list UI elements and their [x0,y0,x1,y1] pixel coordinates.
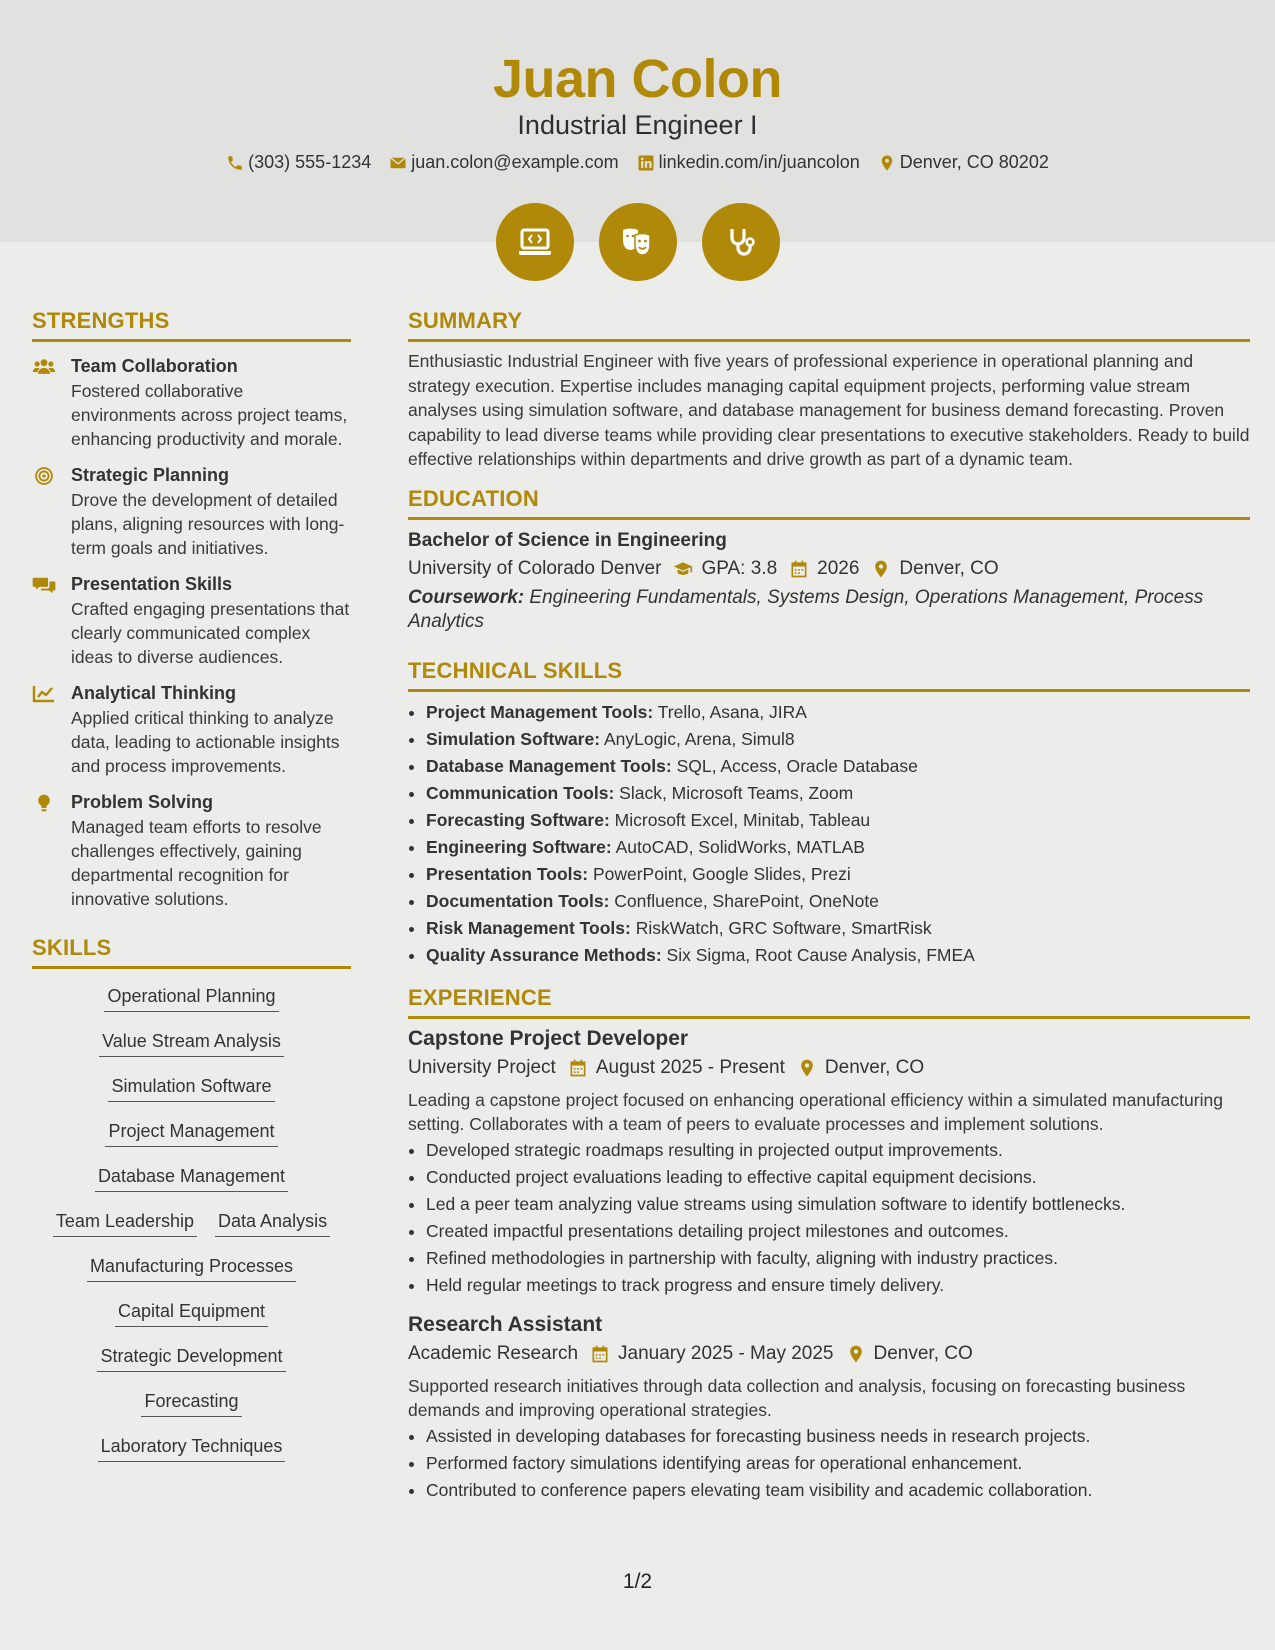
tech-label: Engineering Software: [426,836,612,857]
tech-label: Forecasting Software: [426,809,610,830]
linkedin-text: linkedin.com/in/juancolon [658,152,860,172]
skill-tag: Forecasting [141,1390,241,1417]
page-number: 1/2 [622,1570,653,1593]
tech-label: Database Management Tools: [426,755,672,776]
tech-label: Simulation Software: [426,728,601,749]
strength-item [32,683,351,778]
skill-tag: Project Management [105,1120,277,1147]
job-bullets [408,1423,1250,1504]
phone-icon [226,154,244,172]
strength-name: Problem Solving [71,792,214,812]
skill-tag: Database Management [95,1165,288,1192]
education-meta [408,558,1250,580]
location-icon [797,1058,817,1078]
skills-heading: SKILLS [32,935,351,969]
tech-label: Documentation Tools: [426,890,610,911]
list-item [426,699,1250,726]
skill-row [32,1341,351,1386]
coursework [408,586,1250,634]
location-icon [871,559,891,579]
tech-value: Microsoft Excel, Minitab, Tableau [614,809,871,830]
strength-name: Strategic Planning [71,465,230,485]
location-icon [846,1344,866,1364]
tech-value: Slack, Microsoft Teams, Zoom [619,782,854,803]
skill-tag: Laboratory Techniques [98,1435,286,1462]
tech-value: AutoCAD, SolidWorks, MATLAB [615,836,865,857]
list-item [426,780,1250,807]
list-item: • Refined methodologies in partnership with faculty, aligning with industry practices. [426,1245,1250,1272]
list-item [426,888,1250,915]
skill-tag: Team Leadership [53,1210,197,1237]
linkedin-icon [637,154,655,172]
graduation-year: 2026 [817,557,860,579]
tech-label: Quality Assurance Methods: [426,944,662,965]
strength-desc: Applied critical thinking to analyze data, leading to actionable insights and process improvements. [71,708,340,776]
skill-row [32,1206,351,1251]
skill-tag: Manufacturing Processes [87,1255,296,1282]
job-org: University Project [408,1056,556,1078]
list-item: • Developed strategic roadmaps resulting in projected output improvements. [426,1137,1250,1164]
right-column [408,308,1250,1504]
chart-line-icon [32,684,56,706]
gpa: GPA: 3.8 [701,557,778,579]
location-text: Denver, CO 80202 [899,152,1049,172]
list-item [426,915,1250,942]
skill-tag: Strategic Development [97,1345,285,1372]
job-title: Industrial Engineer I [517,110,758,140]
calendar-icon [590,1344,610,1364]
skill-row [32,1116,351,1161]
job-role: Research Assistant [408,1312,603,1336]
skill-tag: Simulation Software [108,1075,274,1102]
tech-value: PowerPoint, Google Slides, Prezi [592,863,851,884]
strength-desc: Fostered collaborative environments across project teams, enhancing productivity and morale. [71,381,348,449]
technical-skills-heading: TECHNICAL SKILLS [408,658,1250,692]
job-dates: August 2025 - Present [595,1056,785,1078]
skill-row [32,1251,351,1296]
strength-name: Team Collaboration [71,356,238,376]
job-entry [408,1313,1250,1504]
skill-row [32,1431,351,1476]
experience-heading: EXPERIENCE [408,985,1250,1019]
list-item: • Performed factory simulations identifying areas for operational enhancement. [426,1450,1250,1477]
contact-email[interactable] [389,152,618,173]
tech-value: Confluence, SharePoint, OneNote [614,890,879,911]
stethoscope-badge [702,203,780,281]
job-entry [408,1027,1250,1299]
coursework-list: Engineering Fundamentals, Systems Design, Operations Management, Process Analytics [408,586,1204,632]
contact-phone[interactable] [226,152,371,173]
summary-text: Enthusiastic Industrial Engineer with five years of professional experience in operational planning and strategy execution. Expertise includes managing capital equipment projects, performing value stream analyses using simulation software, and database management for business demand forecasting. Proven capability to lead diverse teams while providing clear presentations to executive stakeholders. Ready to build effective relationships within departments and drive growth as part of a dynamic team. [408,351,1250,469]
contact-linkedin[interactable] [637,152,860,173]
job-meta [408,1343,1250,1365]
skill-tags [32,981,351,1476]
tech-label: Communication Tools: [426,782,615,803]
laptop-code-icon [515,222,555,262]
skill-tag: Operational Planning [104,985,278,1012]
skill-row [32,1296,351,1341]
location-icon [878,154,896,172]
interest-badges [0,203,1275,281]
list-item: • Contributed to conference papers elevating team visibility and academic collaboration. [426,1477,1250,1504]
skill-tag: Value Stream Analysis [99,1030,284,1057]
skill-row [32,1026,351,1071]
job-dates: January 2025 - May 2025 [618,1342,834,1364]
candidate-name: Juan Colon [493,49,782,109]
job-description: Supported research initiatives through data collection and analysis, focusing on forecasting business demands and improving operational strategies. [408,1375,1186,1420]
tech-label: Presentation Tools: [426,863,589,884]
list-item [426,834,1250,861]
tech-value: Six Sigma, Root Cause Analysis, FMEA [666,944,975,965]
tech-value: AnyLogic, Arena, Simul8 [603,728,795,749]
tech-label: Project Management Tools: [426,701,654,722]
school-name: University of Colorado Denver [408,557,662,579]
job-bullets [408,1137,1250,1299]
list-item: • Held regular meetings to track progress and ensure timely delivery. [426,1272,1250,1299]
strength-name: Analytical Thinking [71,683,237,703]
job-org: Academic Research [408,1342,579,1364]
list-item [426,942,1250,969]
summary-heading: SUMMARY [408,308,1250,342]
list-item: • Led a peer team analyzing value streams using simulation software to identify bottlenecks. [426,1191,1250,1218]
bullseye-icon [32,466,56,488]
job-location: Denver, CO [873,1342,973,1364]
list-item [426,861,1250,888]
coursework-label: Coursework: [408,586,525,608]
job-location: Denver, CO [824,1056,925,1078]
contact-location [878,152,1049,173]
skill-row [32,1161,351,1206]
list-item: • Assisted in developing databases for forecasting business needs in research projects. [426,1423,1250,1450]
job-description: Leading a capstone project focused on enhancing operational efficiency within a simulated manufacturing setting. Collaborates with a team of peers to evaluate processes and implement solutions. [408,1089,1223,1134]
laptop-code-badge [496,203,574,281]
skill-row [32,1386,351,1431]
job-role: Capstone Project Developer [408,1026,689,1050]
job-meta [408,1057,1250,1079]
tech-label: Risk Management Tools: [426,917,631,938]
strengths-heading: STRENGTHS [32,308,351,342]
tech-value: RiskWatch, GRC Software, SmartRisk [635,917,932,938]
list-item: • Created impactful presentations detailing project milestones and outcomes. [426,1218,1250,1245]
contact-bar [0,152,1275,173]
calendar-icon [568,1058,588,1078]
theater-masks-badge [599,203,677,281]
phone-text: (303) 555-1234 [248,152,372,172]
stethoscope-icon [721,222,761,262]
strength-desc: Crafted engaging presentations that clearly communicated complex ideas to diverse audiences. [71,599,350,667]
strength-item [32,574,351,669]
technical-skills-list [408,699,1250,969]
list-item: • Conducted project evaluations leading to effective capital equipment decisions. [426,1164,1250,1191]
strength-desc: Managed team efforts to resolve challenges effectively, gaining departmental recognition for innovative solutions. [71,817,322,909]
strength-item [32,356,351,451]
strength-desc: Drove the development of detailed plans, aligning resources with long-term goals and initiatives. [71,490,345,558]
strength-item [32,792,351,911]
calendar-icon [789,559,809,579]
list-item [426,726,1250,753]
tech-value: Trello, Asana, JIRA [657,701,807,722]
strength-name: Presentation Skills [71,574,233,594]
users-icon [32,357,56,379]
strength-item [32,465,351,560]
degree-title: Bachelor of Science in Engineering [408,529,727,551]
email-text: juan.colon@example.com [411,152,619,172]
education-location: Denver, CO [899,557,999,579]
masks-theater-icon [618,222,658,262]
email-icon [389,154,407,172]
skill-tag: Data Analysis [215,1210,330,1237]
graduation-cap-icon [673,559,693,579]
skill-row [32,1071,351,1116]
tech-value: SQL, Access, Oracle Database [676,755,918,776]
education-heading: EDUCATION [408,486,1250,520]
skill-row [32,981,351,1026]
left-column [32,308,351,1476]
skill-tag: Capital Equipment [115,1300,268,1327]
comments-icon [32,575,56,597]
list-item [426,753,1250,780]
list-item [426,807,1250,834]
lightbulb-icon [32,793,56,815]
